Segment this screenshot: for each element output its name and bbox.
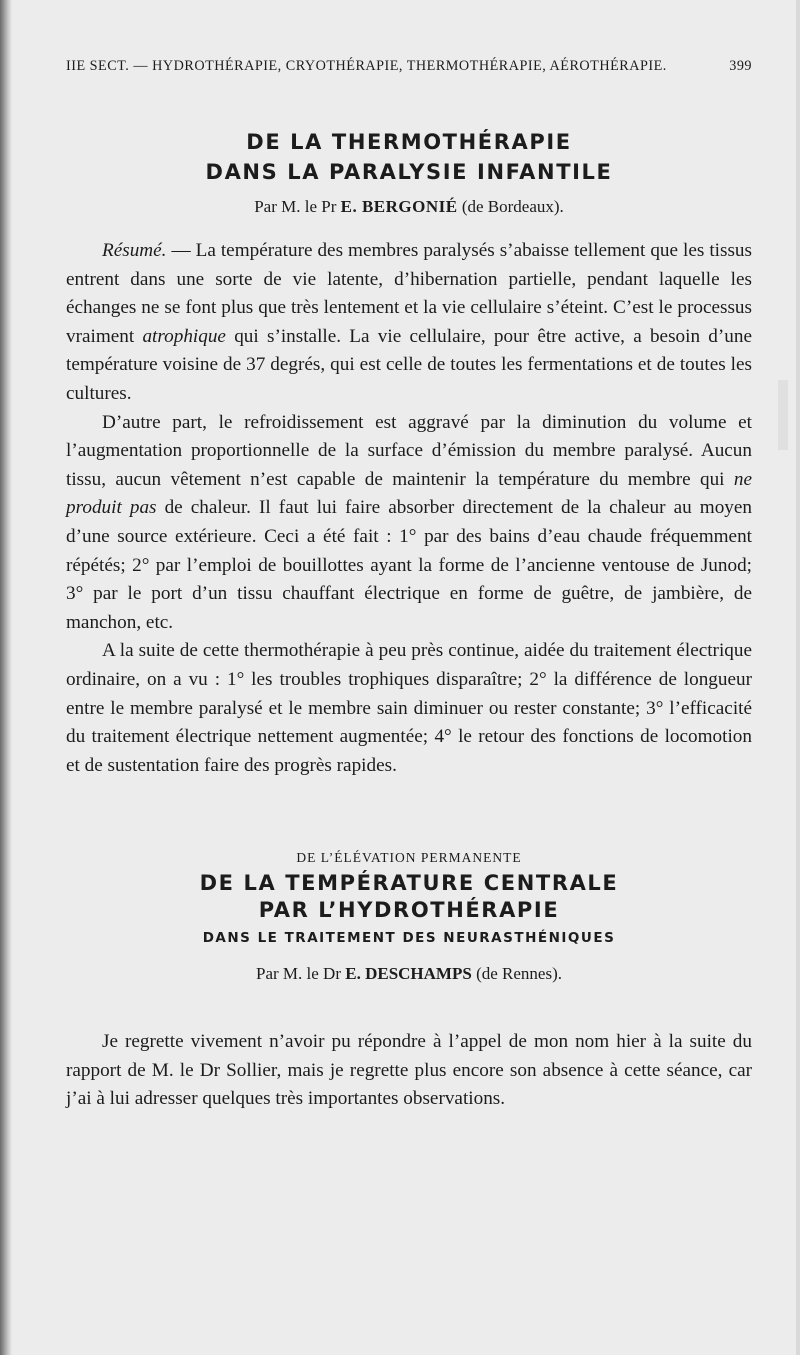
second-article-title (66, 870, 752, 924)
article-byline (66, 197, 752, 217)
byline2-author: E. DESCHAMPS (345, 964, 472, 984)
show-through-mark (778, 380, 788, 450)
p2-italic: ne produit pas (66, 468, 752, 519)
second-article-byline (66, 964, 752, 984)
summary-label: Résumé. (102, 240, 167, 261)
byline-author: E. BERGONIÉ (340, 197, 458, 216)
byline2-prefix: Par M. le Dr (256, 964, 341, 984)
byline2-suffix: (de Rennes). (476, 964, 562, 984)
byline-suffix: (de Bordeaux). (461, 197, 564, 216)
second-article-subtitle: DANS LE TRAITEMENT DES NEURASTHÉNIQUES (202, 930, 616, 947)
summary-italic: atrophique (142, 325, 226, 347)
p2-text-a: D’autre part, le refroidissement est aggravé par la diminution du volume et l’augmentation proportionnelle de la surface d’émission du membre paralysé. Aucun tissu, aucun vêtement n’est capable de maintenir la température du membre qui (66, 411, 752, 490)
article-title-line1: DE LA THERMOTHÉRAPIE (246, 130, 572, 154)
body-paragraph-2 (66, 409, 752, 638)
book-spine-shadow (0, 0, 12, 1355)
p2-text-b: de chaleur. Il faut lui faire absorber directement de la chaleur au moyen d’une source extérieure. Ceci a été fait : 1° par des bains d’eau chaude fréquemment répétés; 2° par l’emploi de bouillottes ayant la forme de l’ancienne ventouse de Junod; 3° par le port d’un tissu chauffant électrique en forme de guêtre, de jambière, de manchon, etc. (66, 497, 752, 633)
article-title-line2: DANS LA PARALYSIE INFANTILE (205, 160, 613, 184)
second-title-line2: PAR L’HYDROTHÉRAPIE (258, 898, 560, 923)
second-article-paragraph-1: Je regrette vivement n’avoir pu répondre à l’appel de mon nom hier à la suite du rapport de M. le Dr Sollier, mais je regrette plus encore son absence à cette séance, car j’ai à lui adresser quelques très importantes observations. (66, 1031, 752, 1110)
summary-text-b: qui s’installe. La vie cellulaire, pour être active, a besoin d’une température voisine de 37 degrés, qui est celle de toutes les fermentations et de toutes les cultures. (66, 325, 752, 404)
running-head (66, 58, 752, 75)
article-title (66, 127, 752, 187)
summary-paragraph (66, 237, 752, 409)
body-paragraph-3: A la suite de cette thermothérapie à peu près continue, aidée du traitement électrique ordinaire, on a vu : 1° les troubles trophiques disparaître; 2° la différence de longueur entre le membre paralysé et le membre sain diminuer ou rester constante; 3° l’efficacité du traitement électrique nettement augmentée; 4° le retour des fonctions de locomotion et de sustentation faire des progrès rapides. (66, 640, 752, 776)
summary-text-a: — La température des membres paralysés s’abaisse tellement que les tissus entrent dans une sorte de vie latente, d’hibernation partielle, pendant laquelle les échanges ne se font plus que très lentement et la vie cellulaire s’éteint. C’est le processus vraiment (66, 240, 752, 347)
second-article-kicker: DE L’ÉLÉVATION PERMANENTE (296, 850, 522, 866)
byline-prefix: Par M. le Pr (254, 197, 337, 216)
document-page (4, 0, 796, 1355)
page-number: 399 (729, 58, 752, 74)
running-head-section: IIE SECT. — HYDROTHÉRAPIE, CRYOTHÉRAPIE, THERMOTHÉRAPIE, AÉROTHÉRAPIE. (66, 58, 667, 74)
second-title-line1: DE LA TEMPÉRATURE CENTRALE (199, 871, 619, 896)
